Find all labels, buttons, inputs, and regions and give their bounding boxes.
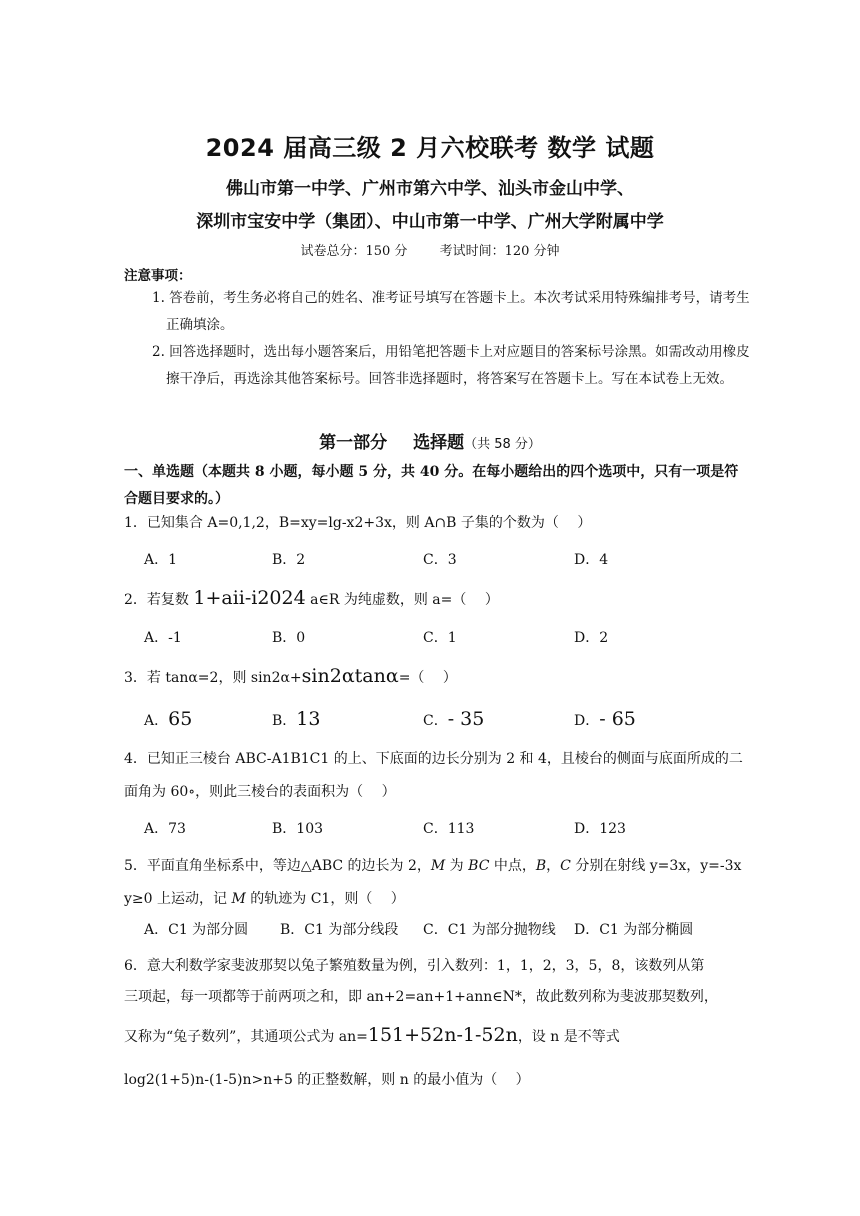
exam-title: 2024 届高三级 2 月六校联考 数学 试题 <box>205 134 655 162</box>
q5-option-c: C．C1 为部分抛物线 <box>423 922 556 938</box>
q5-line2-b: 的轨迹为 C1，则（ ） <box>245 891 405 907</box>
q5-text-b: ABC 的边长为 2， <box>311 858 431 874</box>
q5-text-d: 中点， <box>489 858 536 874</box>
q1-option-b: B．2 <box>272 552 306 568</box>
q5-option-b: B．C1 为部分线段 <box>280 922 399 938</box>
question-2 <box>124 582 744 616</box>
note-item-1: 1. 答卷前，考生务必将自己的姓名、准考证号填写在答题卡上。本次考试采用特殊编排考号，请考生正确填涂。 <box>152 290 750 333</box>
part-title: 第一部分 <box>319 433 388 453</box>
q3-option-b-value: 13 <box>296 708 321 730</box>
exam-meta <box>0 240 860 259</box>
q6-line3-pre: 又称为“兔子数列”，其通项公式为 an= <box>124 1029 368 1045</box>
note-item-2: 2. 回答选择题时，选出每小题答案后，用铅笔把答题卡上对应题目的答案标号涂黑。如需改动用橡皮擦干净后，再选涂其他答案标号。回答非选择题时，将答案写在答题卡上。写在本试卷上无效。 <box>152 344 750 387</box>
q1-option-c: C．3 <box>423 552 457 568</box>
q2-option-b: B．0 <box>272 630 306 646</box>
q3-option-c-letter: C． <box>423 713 448 729</box>
total-score: 试卷总分：150 分 <box>300 244 408 259</box>
part-name: 选择题 <box>413 433 465 453</box>
schools-line-2: 深圳市宝安中学（集团）、中山市第一中学、广州大学附属中学 <box>196 212 664 232</box>
q6-line3-post: ，设 n 是不等式 <box>517 1029 620 1045</box>
q1-option-d: D．4 <box>574 552 609 568</box>
q2-pre: 2．若复数 <box>124 592 194 608</box>
q4-option-a: A．73 <box>144 821 186 837</box>
q5-var-b: B <box>535 858 547 874</box>
q3-option-c <box>423 708 484 730</box>
q3-option-b <box>272 708 320 730</box>
q3-option-d <box>574 708 636 730</box>
part-heading <box>0 428 860 453</box>
q5-var-c: C <box>560 858 571 874</box>
question-1: 1．已知集合 A=0,1,2，B=xy=lg-x2+3x，则 A∩B 子集的个数为（ ） <box>124 515 592 531</box>
q6-line-3 <box>124 1024 620 1046</box>
question-5 <box>124 850 744 916</box>
q3-option-c-value: - 35 <box>447 708 485 730</box>
q3-pre: 3．若 tanα=2，则 sin2α+ <box>124 670 302 686</box>
q5-var-m-2: M <box>231 891 246 907</box>
q5-var-m: M <box>430 858 446 874</box>
q2-post: a∈R 为纯虚数，则 a=（ ） <box>305 592 499 608</box>
q5-text-e: ， <box>546 858 561 874</box>
q3-formula: sin2αtanα <box>301 665 399 687</box>
part-score: （共 58 分） <box>464 437 541 452</box>
exam-time: 考试时间：120 分钟 <box>439 244 560 259</box>
q3-option-a-letter: A． <box>144 713 169 729</box>
q5-text-f: 分别在射线 y=3x，y=-3x <box>570 858 742 874</box>
q2-option-a: A．-1 <box>144 630 182 646</box>
q4-option-c: C．113 <box>423 821 475 837</box>
q2-option-d: D．2 <box>574 630 609 646</box>
question-4: 4．已知正三棱台 ABC-A1B1C1 的上、下底面的边长分别为 2 和 4，且棱台的侧面与底面所成的二面角为 60∘，则此三棱台的表面积为（ ） <box>124 751 743 800</box>
notes-title: 注意事项： <box>124 268 192 284</box>
q3-option-a-value: 65 <box>168 708 193 730</box>
q6-line3-formula: 151+52n-1-52n <box>367 1024 518 1046</box>
q5-option-a: A．C1 为部分圆 <box>144 922 249 938</box>
q3-post: =（ ） <box>398 670 457 686</box>
q5-text-c: 为 <box>445 858 469 874</box>
q5-line2-a: y≥0 上运动，记 <box>124 891 232 907</box>
schools-line-1: 佛山市第一中学、广州市第六中学、汕头市金山中学、 <box>226 179 634 199</box>
q4-option-d: D．123 <box>574 821 626 837</box>
q5-option-d: D．C1 为部分椭圆 <box>574 922 694 938</box>
q3-option-d-value: - 65 <box>599 708 636 730</box>
q2-option-c: C．1 <box>423 630 457 646</box>
q6-line-1: 6．意大利数学家斐波那契以兔子繁殖数量为例，引入数列：1，1，2，3，5，8，该数列从第 <box>124 958 705 974</box>
q3-option-d-letter: D． <box>574 713 600 729</box>
q2-formula: 1+aii-i2024 <box>193 587 306 609</box>
question-3 <box>124 660 744 694</box>
q5-var-bc: BC <box>468 858 490 874</box>
q3-option-a <box>144 708 192 730</box>
q4-option-b: B．103 <box>272 821 324 837</box>
q6-line-2: 三项起，每一项都等于前两项之和，即 an+2=an+1+ann∈N*，故此数列称为斐波那契数列， <box>124 989 718 1005</box>
q3-option-b-letter: B． <box>272 713 297 729</box>
q5-text-a: 5．平面直角坐标系中，等边 <box>124 858 301 874</box>
q5-delta: △ <box>300 858 312 874</box>
q1-option-a: A．1 <box>144 552 178 568</box>
q6-line-4: log2(1+5)n-(1-5)n>n+5 的正整数解，则 n 的最小值为（ ） <box>124 1072 530 1088</box>
section-heading: 一、单选题（本题共 8 小题，每小题 5 分，共 40 分。在每小题给出的四个选项中，只有一项是符合题目要求的。） <box>124 464 739 507</box>
